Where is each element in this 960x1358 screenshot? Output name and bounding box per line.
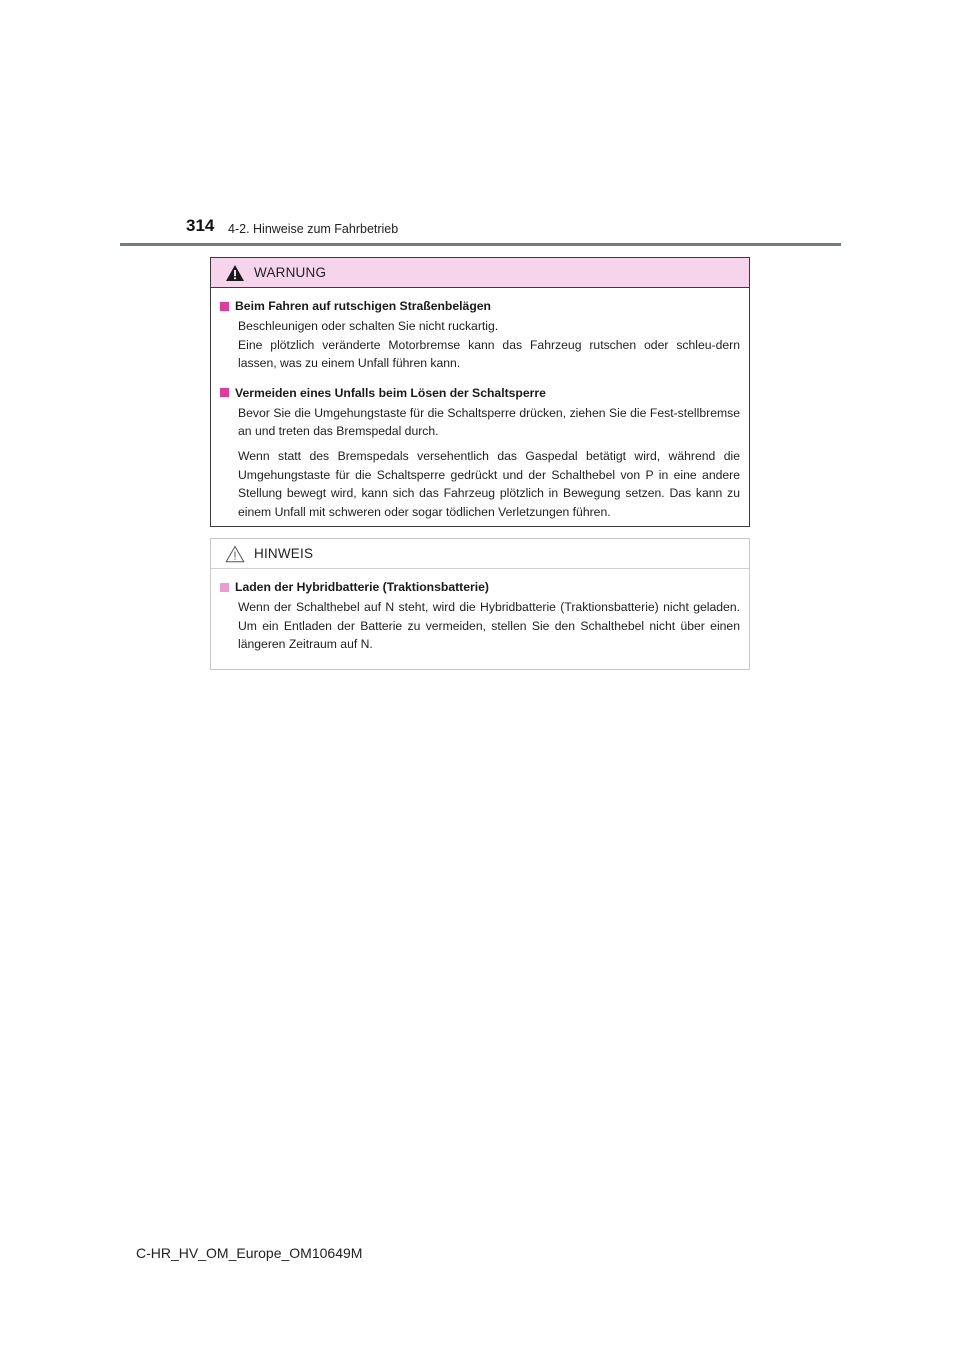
warning-box — [210, 257, 750, 527]
warning-item-text: Eine plötzlich veränderte Motorbremse kann das Fahrzeug rutschen oder schleu-dern lassen, was zu einem Unfall führen kann. — [238, 337, 740, 371]
warning-item-text: Beschleunigen oder schalten Sie nicht ruckartig. — [238, 319, 499, 333]
warning-item-text: Wenn statt des Bremspedals versehentlich das Gaspedal betätigt wird, während die Umgehungstaste für die Schaltsperre gedrückt und der Schalthebel von P in eine andere Stellung bewegt wird, kann sich das Fahrzeug plötzlich in Bewegung setzen. Das kann zu einem Unfall mit schweren oder sogar tödlichen Verletzungen führen. — [238, 448, 740, 519]
notice-label: HINWEIS — [254, 546, 314, 561]
page-header — [0, 0, 960, 250]
section-title: 4-2. Hinweise zum Fahrbetrieb — [228, 222, 399, 236]
warning-item-title — [220, 386, 740, 400]
notice-body — [211, 569, 749, 654]
bullet-square-icon — [220, 583, 229, 592]
notice-item-title-text: Laden der Hybridbatterie (Traktionsbatterie) — [235, 580, 489, 594]
notice-item-text: Wenn der Schalthebel auf N steht, wird die Hybridbatterie (Traktionsbatterie) nicht geladen. Um ein Entladen der Batterie zu vermeiden, stellen Sie den Schalthebel nicht über einen längeren Zeitraum auf N. — [238, 600, 740, 652]
header-divider — [120, 243, 841, 246]
warning-triangle-icon — [225, 264, 245, 282]
notice-header — [211, 539, 749, 569]
warning-item-title — [220, 299, 740, 313]
page-number: 314 — [186, 216, 215, 235]
bullet-square-icon — [220, 302, 229, 311]
notice-box — [210, 538, 750, 670]
warning-body — [211, 288, 749, 521]
warning-label: WARNUNG — [254, 265, 327, 280]
warning-item-text: Bevor Sie die Umgehungstaste für die Schaltsperre drücken, ziehen Sie die Fest-stellbremse an und treten das Bremspedal durch. — [238, 405, 740, 439]
caution-outline-triangle-icon — [225, 545, 245, 563]
warning-header — [211, 258, 749, 288]
warning-item-title-text: Vermeiden eines Unfalls beim Lösen der Schaltsperre — [235, 385, 546, 400]
notice-item-title — [220, 580, 740, 594]
bullet-square-icon — [220, 388, 229, 397]
warning-item-title-text: Beim Fahren auf rutschigen Straßenbelägen — [235, 299, 491, 313]
document-code: C-HR_HV_OM_Europe_OM10649M — [136, 1245, 363, 1261]
